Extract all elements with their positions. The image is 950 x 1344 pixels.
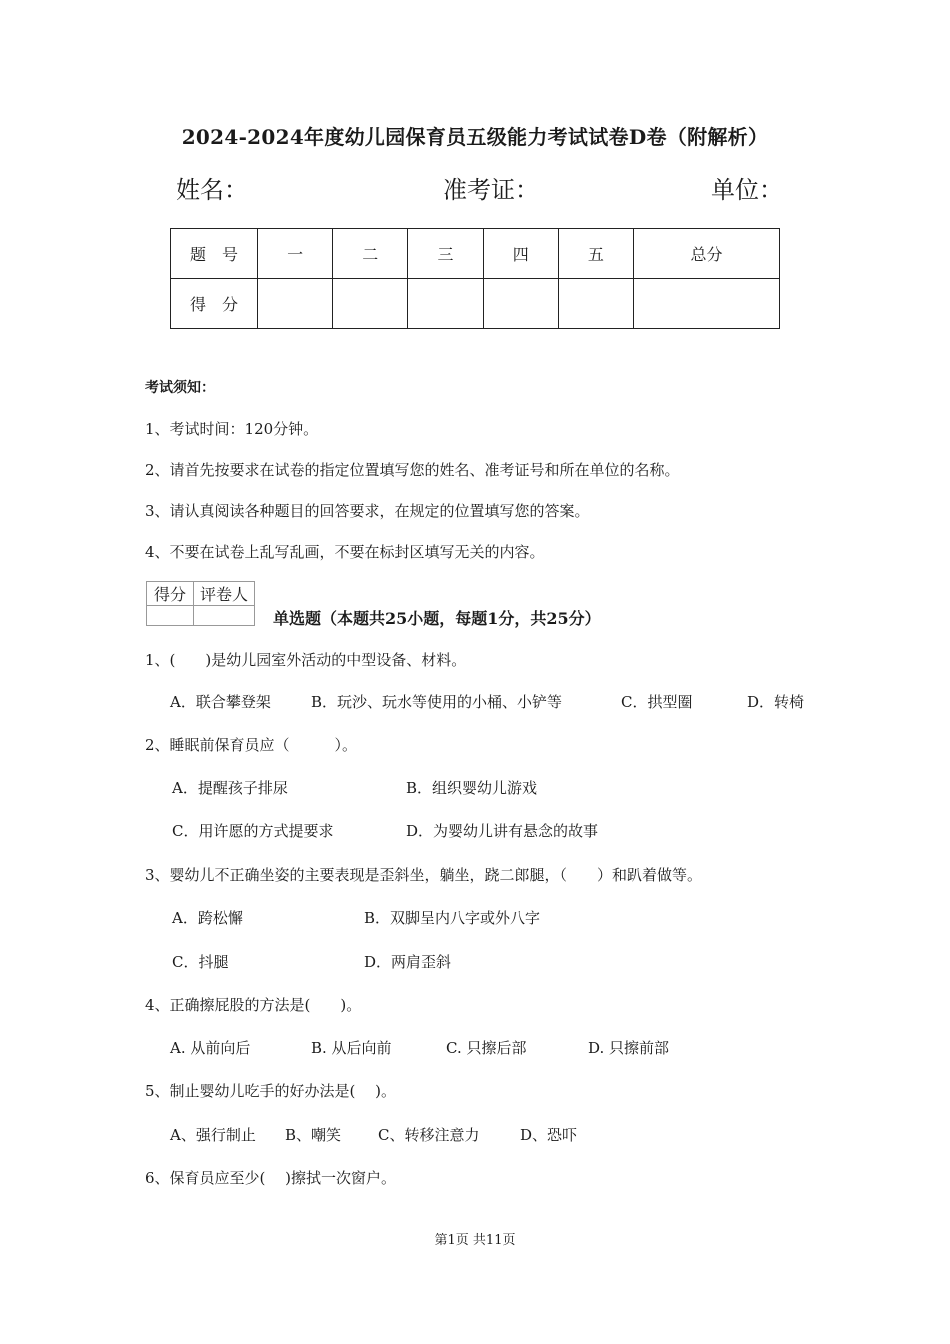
score-cell[interactable] [483,279,558,329]
question-text: 3、婴幼儿不正确坐姿的主要表现是歪斜坐，躺坐，跷二郎腿，（ ）和趴着做等。 [145,866,703,884]
grader-score-cell[interactable] [147,606,194,626]
question-option: A. 从前向后 [170,1039,251,1057]
question-option: B．双脚呈内八字或外八字 [364,909,541,927]
question-text: 5、制止婴幼儿吃手的好办法是( )。 [145,1082,397,1100]
unit-field-label: 单位： [711,176,783,204]
question-option: B. 从后向前 [311,1039,392,1057]
question-option: A．跨松懈 [172,909,243,927]
notice-item: 3、请认真阅读各种题目的回答要求，在规定的位置填写您的答案。 [145,502,590,520]
grader-score-label: 得分 [147,582,194,606]
question-text: 2、睡眠前保育员应（ ）。 [145,736,358,754]
question-option: D. 只擦前部 [588,1039,670,1057]
question-option: D、恐吓 [520,1126,578,1144]
exam-id-field-label: 准考证： [443,176,539,204]
name-field-label: 姓名： [176,176,248,204]
question-option: B．组织婴幼儿游戏 [406,779,538,797]
question-option: A．联合攀登架 [170,693,271,711]
grader-box [146,581,255,626]
question-option: A．提醒孩子排尿 [172,779,288,797]
notice-item: 2、请首先按要求在试卷的指定位置填写您的姓名、准考证号和所在单位的名称。 [145,461,680,479]
score-cell: 三 [408,229,483,279]
score-cell: 题 号 [171,229,258,279]
score-cell[interactable] [408,279,483,329]
question-option: C. 只擦后部 [446,1039,527,1057]
score-cell: 一 [258,229,333,279]
score-table [170,228,780,329]
grader-reviewer-cell[interactable] [194,606,255,626]
question-text: 6、保育员应至少( )擦拭一次窗户。 [145,1169,397,1187]
question-text: 4、正确擦屁股的方法是( )。 [145,996,362,1014]
page-title: 2024-2024年度幼儿园保育员五级能力考试试卷D卷（附解析） [181,125,769,149]
question-option: D．为婴幼儿讲有悬念的故事 [406,822,599,840]
notice-title: 考试须知： [145,380,215,396]
score-cell: 五 [558,229,633,279]
question-option: C．拱型圈 [621,693,693,711]
question-option: B．玩沙、玩水等使用的小桶、小铲等 [311,693,563,711]
score-table-score-row [171,279,780,329]
notice-item: 4、不要在试卷上乱写乱画，不要在标封区填写无关的内容。 [145,543,545,561]
score-cell[interactable] [558,279,633,329]
question-option: A、强行制止 [170,1126,256,1144]
score-cell: 总分 [634,229,780,279]
score-cell[interactable] [634,279,780,329]
score-table-header-row [171,229,780,279]
section-title: 单选题（本题共25小题，每题1分，共25分） [273,609,601,628]
question-option: C．用许愿的方式提要求 [172,822,334,840]
question-option: C．抖腿 [172,953,229,971]
score-cell: 四 [483,229,558,279]
page-footer: 第1页 共11页 [434,1233,516,1248]
notice-item: 1、考试时间：120分钟。 [145,420,319,438]
question-option: D．两肩歪斜 [364,953,452,971]
grader-reviewer-label: 评卷人 [194,582,255,606]
question-option: D．转椅 [747,693,805,711]
score-cell[interactable] [333,279,408,329]
score-cell: 得 分 [171,279,258,329]
question-option: B、嘲笑 [285,1126,342,1144]
question-text: 1、( )是幼儿园室外活动的中型设备、材料。 [145,651,467,669]
question-option: C、转移注意力 [378,1126,480,1144]
score-cell: 二 [333,229,408,279]
score-cell[interactable] [258,279,333,329]
